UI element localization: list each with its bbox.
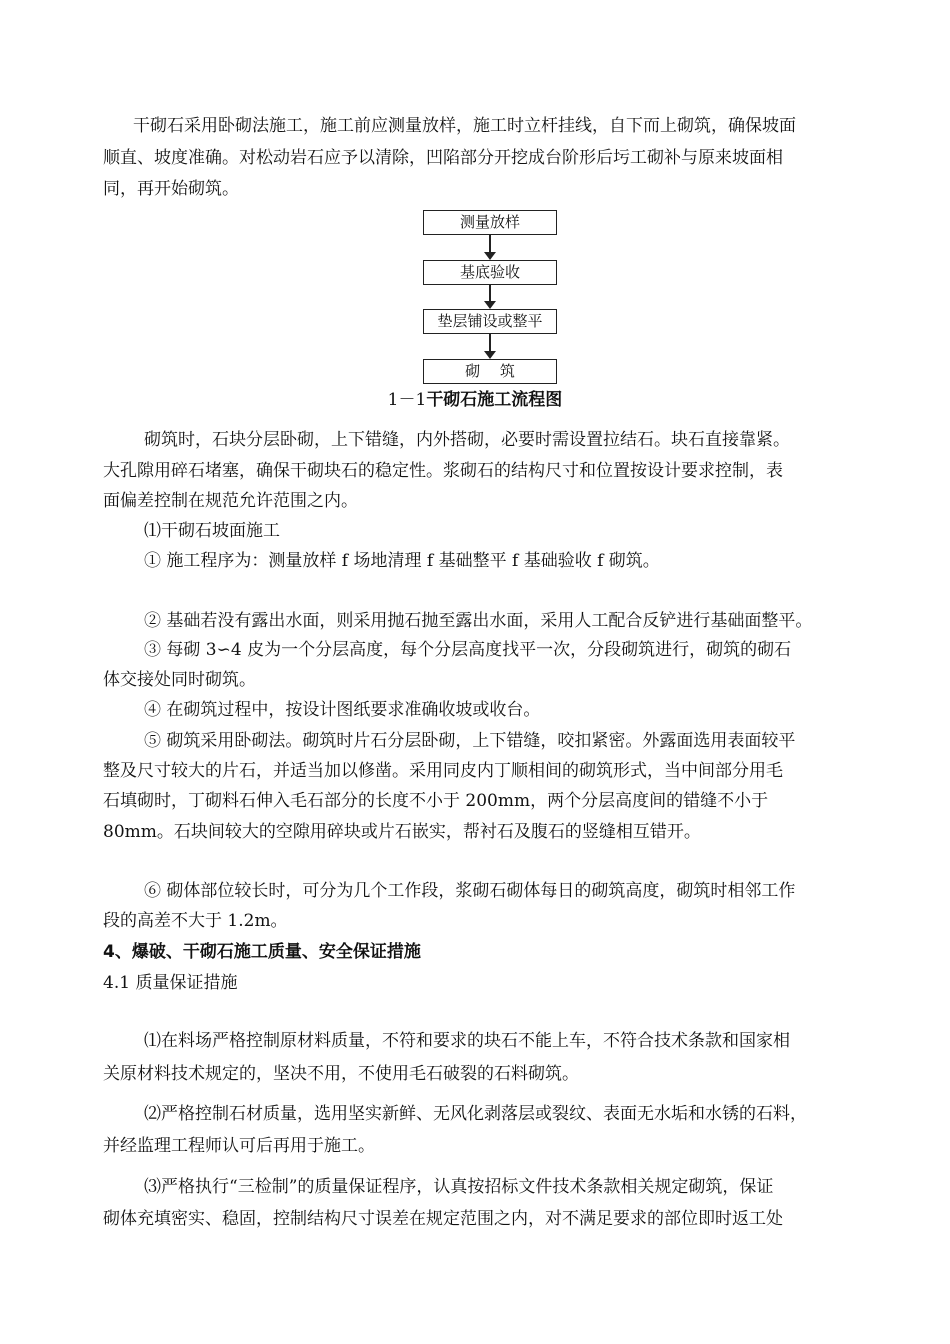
flowchart-step-cushion: 垫层铺设或整平 <box>423 309 557 334</box>
body-line-8: 体交接处同时砌筑。 <box>103 670 256 690</box>
quality-line-5: ⑶严格执行“三检制”的质量保证程序，认真按招标文件技术条款相关规定砌筑，保证 <box>144 1177 774 1197</box>
flowchart-arrowhead-1 <box>484 252 496 260</box>
quality-line-4: 并经监理工程师认可后再用于施工。 <box>103 1136 375 1156</box>
body-line-5: ① 施工程序为：测量放样 f 场地清理 f 基础整平 f 基础验收 f 砌筑。 <box>144 551 660 571</box>
quality-line-3: ⑵严格控制石材质量，选用坚实新鲜、无风化剥落层或裂纹、表面无水垢和水锈的石料， <box>144 1104 807 1124</box>
flowchart-caption-text: 干砌石施工流程图 <box>426 390 563 410</box>
intro-line-3: 同，再开始砌筑。 <box>103 179 239 199</box>
quality-line-1: ⑴在料场严格控制原材料质量，不符和要求的块石不能上车，不符合技术条款和国家相 <box>144 1031 790 1051</box>
section-heading: 4、爆破、干砌石施工质量、安全保证措施 <box>103 942 421 962</box>
body-line-10: ⑤ 砌筑采用卧砌法。砌筑时片石分层卧砌，上下错缝，咬扣紧密。外露面选用表面较平 <box>144 731 796 751</box>
flowchart-step-foundation-check: 基底验收 <box>423 260 557 285</box>
body-line-2: 大孔隙用碎石堵塞，确保干砌块石的稳定性。浆砌石的结构尺寸和位置按设计要求控制，表 <box>103 461 783 481</box>
body-line-11: 整及尺寸较大的片石，并适当加以修凿。采用同皮内丁顺相间的砌筑形式，当中间部分用毛 <box>103 761 783 781</box>
body-line-13: 80mm。石块间较大的空隙用碎块或片石嵌实，帮衬石及腹石的竖缝相互错开。 <box>103 822 701 842</box>
body-line-12: 石填砌时，丁砌料石伸入毛石部分的长度不小于 200mm，两个分层高度间的错缝不小于 <box>103 791 769 811</box>
flowchart-caption-number: 1－1 <box>387 390 427 410</box>
intro-line-2: 顺直、坡度准确。对松动岩石应予以清除，凹陷部分开挖成台阶形后圬工砌补与原来坡面相 <box>103 148 783 168</box>
body-line-1: 砌筑时，石块分层卧砌，上下错缝，内外搭砌，必要时需设置拉结石。块石直接靠紧。 <box>144 430 790 450</box>
flowchart-arrowhead-2 <box>484 301 496 309</box>
intro-line-1: 干砌石采用卧砌法施工，施工前应测量放样，施工时立杆挂线，自下而上砌筑，确保坡面 <box>133 116 796 136</box>
quality-line-6: 砌体充填密实、稳固，控制结构尺寸误差在规定范围之内，对不满足要求的部位即时返工处 <box>103 1209 783 1229</box>
body-line-9: ④ 在砌筑过程中，按设计图纸要求准确收坡或收台。 <box>144 700 541 720</box>
subsection-heading: 4.1 质量保证措施 <box>103 973 238 993</box>
body-line-6: ② 基础若没有露出水面，则采用抛石抛至露出水面，采用人工配合反铲进行基础面整平。 <box>144 611 813 631</box>
body-line-15: 段的高差不大于 1.2m。 <box>103 911 288 931</box>
flowchart-caption <box>0 389 950 411</box>
body-line-7: ③ 每砌 3∽4 皮为一个分层高度，每个分层高度找平一次，分段砌筑进行，砌筑的砌石 <box>144 640 792 660</box>
body-line-3: 面偏差控制在规范允许范围之内。 <box>103 491 358 511</box>
flowchart-arrowhead-3 <box>484 351 496 359</box>
flowchart-step-survey: 测量放样 <box>423 210 557 235</box>
quality-line-2: 关原材料技术规定的，坚决不用，不使用毛石破裂的石料砌筑。 <box>103 1064 579 1084</box>
body-line-14: ⑥ 砌体部位较长时，可分为几个工作段，浆砌石砌体每日的砌筑高度，砌筑时相邻工作 <box>144 881 796 901</box>
body-line-4: ⑴干砌石坡面施工 <box>144 521 280 541</box>
flowchart-step-masonry: 砌 筑 <box>423 359 557 384</box>
